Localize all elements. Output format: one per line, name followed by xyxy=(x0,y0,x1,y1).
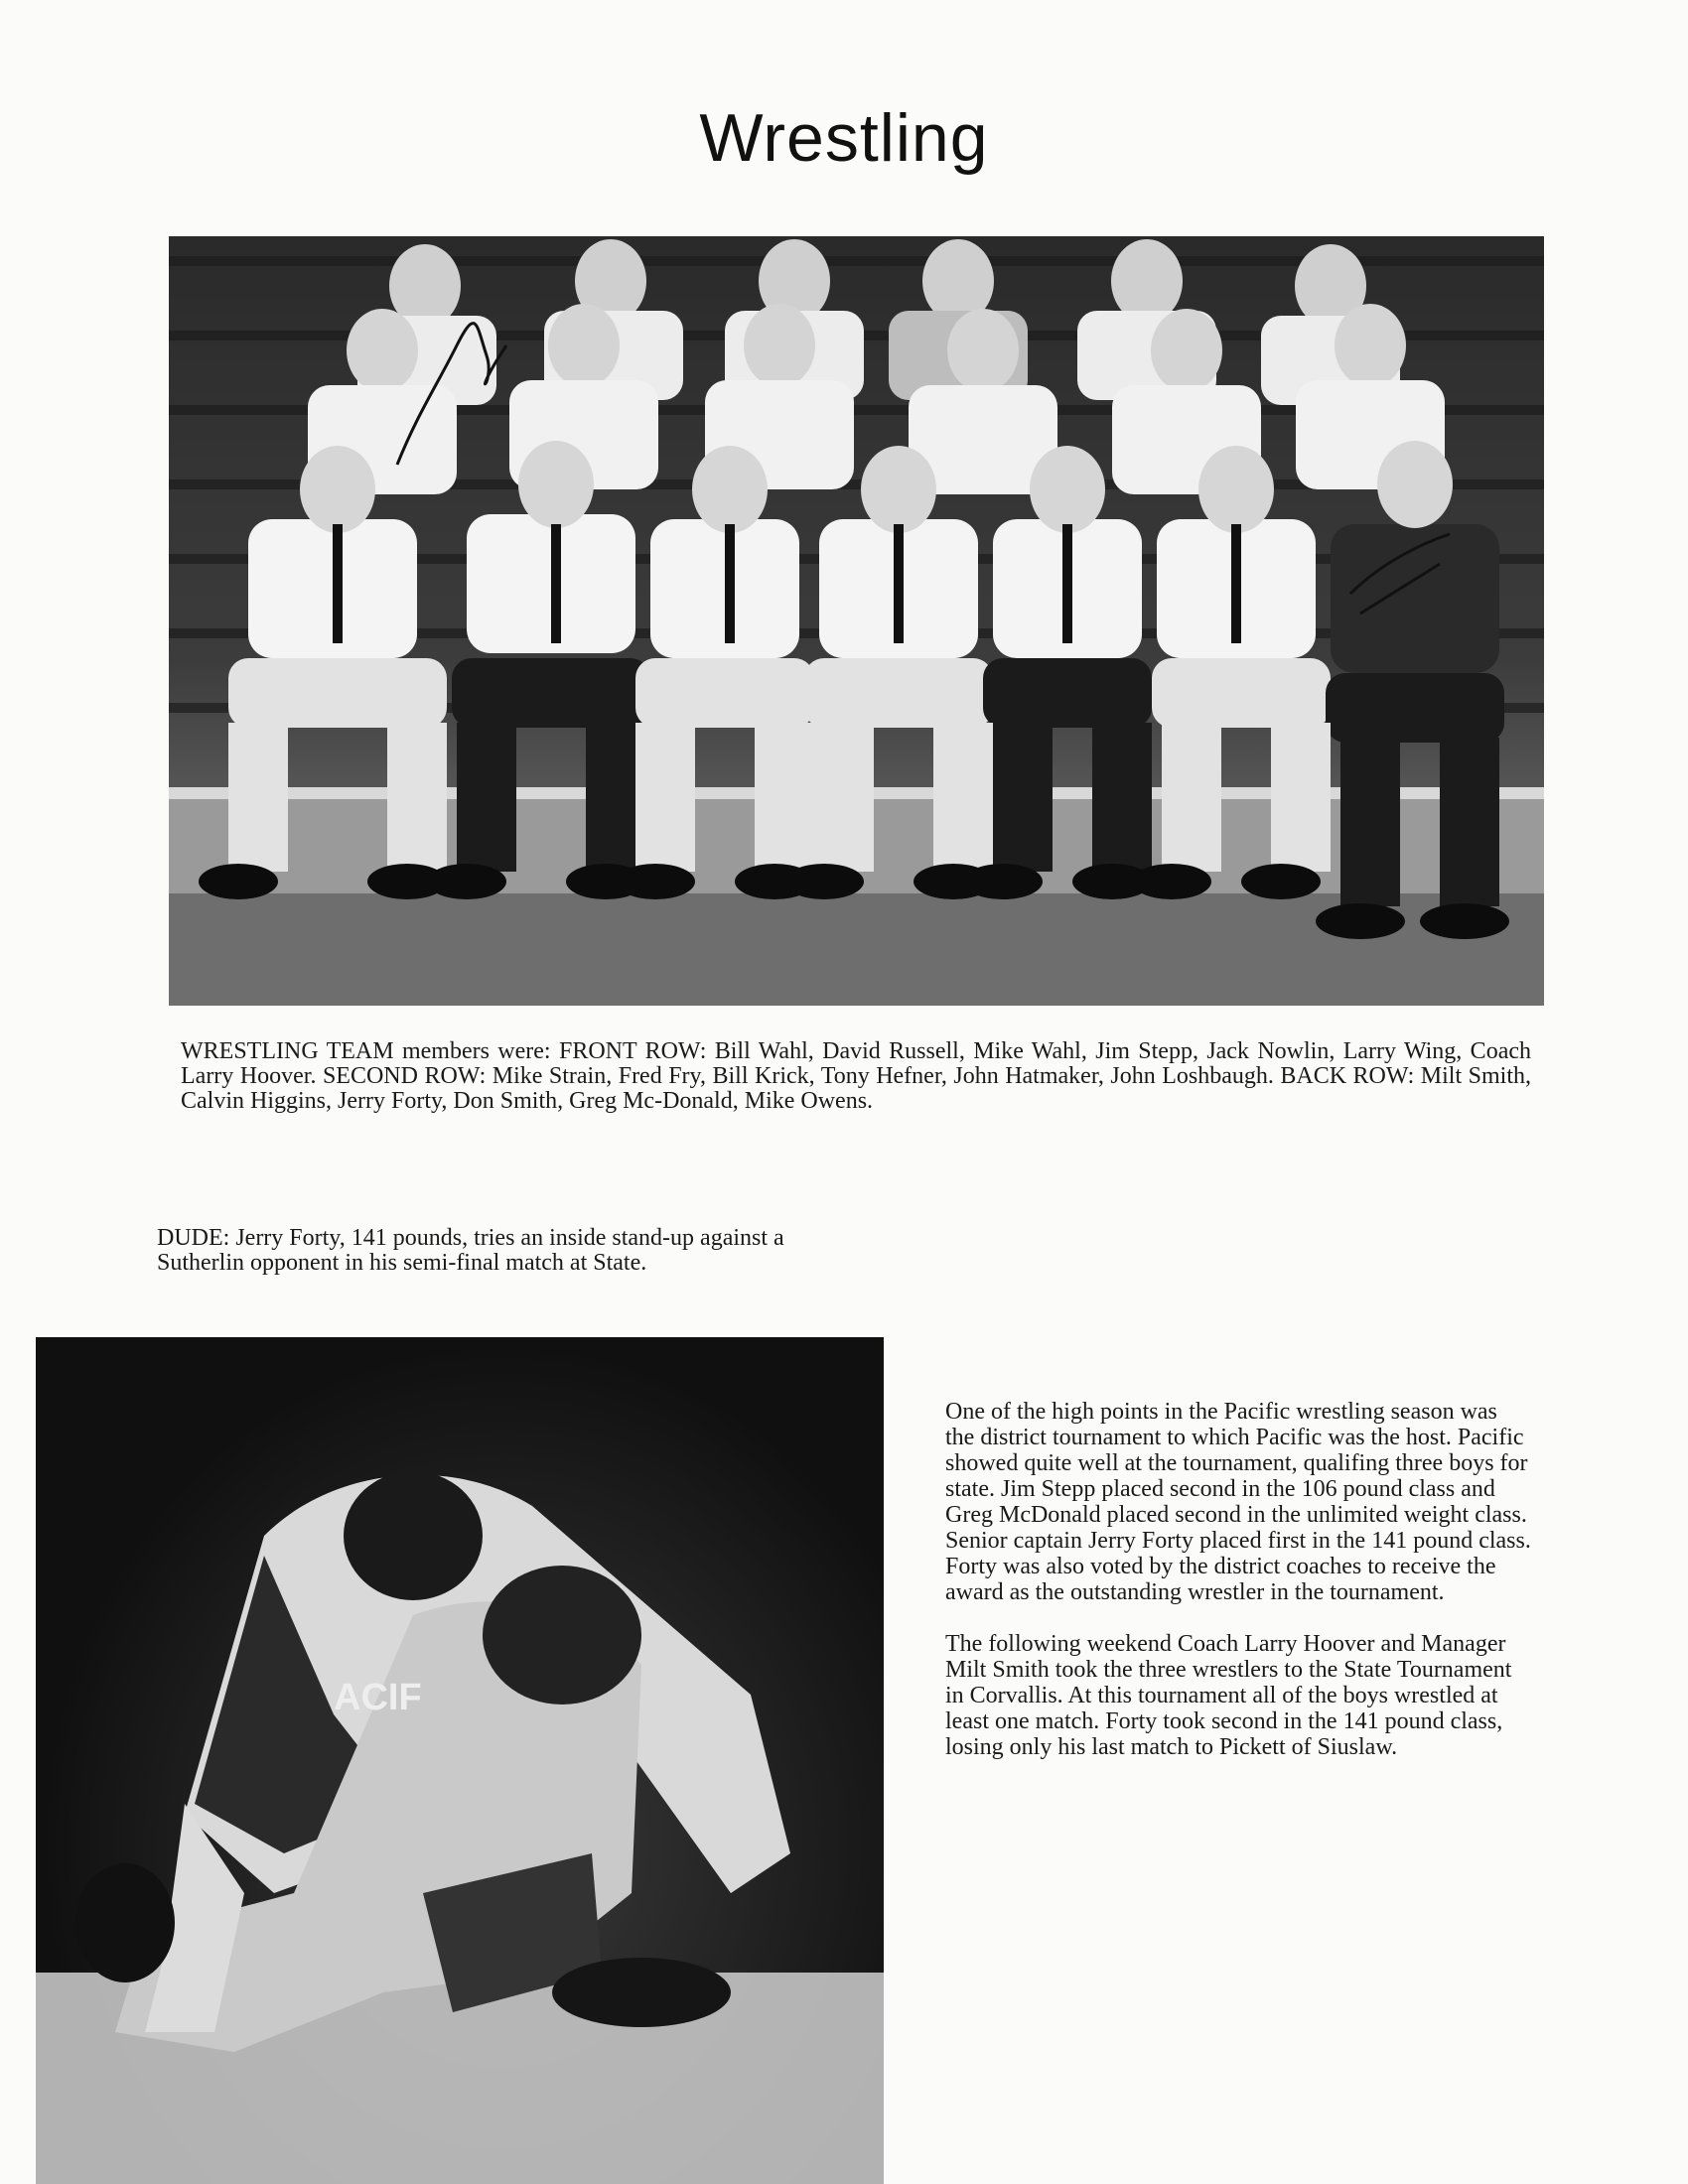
team-photo xyxy=(169,236,1544,1006)
team-photo-image xyxy=(169,236,1544,1006)
page-title: Wrestling xyxy=(699,100,989,176)
article-paragraph: One of the high points in the Pacific wrestling season was the district tournament to which Pacific was the host. Pacific showed quite well at the tournament, qualifing three boys for state. Jim Stepp placed second in the 106 pound class and Greg McDonald placed second in the unlimited weight class. Senior captain Jerry Forty placed first in the 141 pound class. Forty was also voted by the district coaches to receive the award as the outstanding wrestler in the tournament. xyxy=(945,1399,1531,1605)
team-caption: WRESTLING TEAM members were: FRONT ROW: Bill Wahl, David Russell, Mike Wahl, Jim Stepp, Jack Nowlin, Larry Wing, Coach Larry Hoover. SECOND ROW: Mike Strain, Fred Fry, Bill Krick, Tony Hefner, John Hatmaker, John Loshbaugh. BACK ROW: Milt Smith, Calvin Higgins, Jerry Forty, Don Smith, Greg Mc-Donald, Mike Owens. xyxy=(181,1038,1531,1114)
wrestling-match-image xyxy=(36,1337,884,2184)
singlet-lettering: ACIF xyxy=(334,1677,422,1718)
article-paragraph: The following weekend Coach Larry Hoover and Manager Milt Smith took the three wrestlers to the State Tournament in Corvallis. At this tournament all of the boys wrestled at least one match. Forty took second in the 141 pound class, losing only his last match to Pickett of Siuslaw. xyxy=(945,1631,1512,1760)
article-body xyxy=(945,1399,1531,1786)
wrestling-action-photo xyxy=(36,1337,884,2184)
dude-caption: DUDE: Jerry Forty, 141 pounds, tries an inside stand-up against a Sutherlin opponent in his semi-final match at State. xyxy=(157,1225,784,1276)
